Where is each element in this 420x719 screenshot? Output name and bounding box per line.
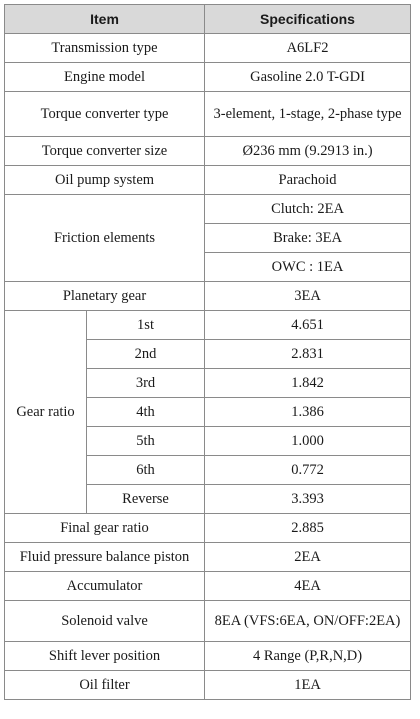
item-label: Transmission type — [5, 34, 205, 63]
spec-value: Parachoid — [205, 166, 411, 195]
item-label: Torque converter size — [5, 137, 205, 166]
item-label: Oil pump system — [5, 166, 205, 195]
gear-label: 3rd — [87, 369, 205, 398]
item-label: Shift lever position — [5, 642, 205, 671]
row-final-gear-ratio — [5, 514, 411, 543]
gear-label: 4th — [87, 398, 205, 427]
row-engine-model — [5, 63, 411, 92]
row-accumulator — [5, 572, 411, 601]
spec-value: 1.842 — [205, 369, 411, 398]
item-label: Fluid pressure balance piston — [5, 543, 205, 572]
spec-value: Gasoline 2.0 T-GDI — [205, 63, 411, 92]
spec-value: Brake: 3EA — [205, 224, 411, 253]
spec-value: 0.772 — [205, 456, 411, 485]
spec-value: Ø236 mm (9.2913 in.) — [205, 137, 411, 166]
item-label: Oil filter — [5, 671, 205, 700]
item-label: Solenoid valve — [5, 601, 205, 642]
spec-value: 2.831 — [205, 340, 411, 369]
spec-value: 4.651 — [205, 311, 411, 340]
row-oil-filter — [5, 671, 411, 700]
header-item: Item — [5, 5, 205, 34]
spec-value: 1.000 — [205, 427, 411, 456]
gear-label: 2nd — [87, 340, 205, 369]
spec-value: 8EA (VFS:6EA, ON/OFF:2EA) — [205, 601, 411, 642]
header-specifications: Specifications — [205, 5, 411, 34]
spec-value: Clutch: 2EA — [205, 195, 411, 224]
item-label: Accumulator — [5, 572, 205, 601]
row-shift-lever-position — [5, 642, 411, 671]
item-label: Friction elements — [5, 195, 205, 282]
row-gear-ratio-1st — [5, 311, 411, 340]
header-row — [5, 5, 411, 34]
row-oil-pump-system — [5, 166, 411, 195]
spec-value: 1.386 — [205, 398, 411, 427]
row-planetary-gear — [5, 282, 411, 311]
spec-value: 4 Range (P,R,N,D) — [205, 642, 411, 671]
spec-value: 4EA — [205, 572, 411, 601]
item-label: Planetary gear — [5, 282, 205, 311]
gear-label: 5th — [87, 427, 205, 456]
spec-value: 2.885 — [205, 514, 411, 543]
spec-value: A6LF2 — [205, 34, 411, 63]
spec-value: 2EA — [205, 543, 411, 572]
row-solenoid-valve — [5, 601, 411, 642]
gear-label: 6th — [87, 456, 205, 485]
specifications-table — [4, 4, 411, 700]
item-label: Final gear ratio — [5, 514, 205, 543]
item-label: Gear ratio — [5, 311, 87, 514]
item-label: Engine model — [5, 63, 205, 92]
gear-label: Reverse — [87, 485, 205, 514]
item-label: Torque converter type — [5, 92, 205, 137]
spec-value: 3EA — [205, 282, 411, 311]
row-friction-elements — [5, 195, 411, 224]
spec-value: OWC : 1EA — [205, 253, 411, 282]
spec-value: 1EA — [205, 671, 411, 700]
row-fluid-pressure-balance-piston — [5, 543, 411, 572]
gear-label: 1st — [87, 311, 205, 340]
row-torque-converter-type — [5, 92, 411, 137]
row-torque-converter-size — [5, 137, 411, 166]
row-transmission-type — [5, 34, 411, 63]
spec-value: 3.393 — [205, 485, 411, 514]
spec-value: 3-element, 1-stage, 2-phase type — [205, 92, 411, 137]
